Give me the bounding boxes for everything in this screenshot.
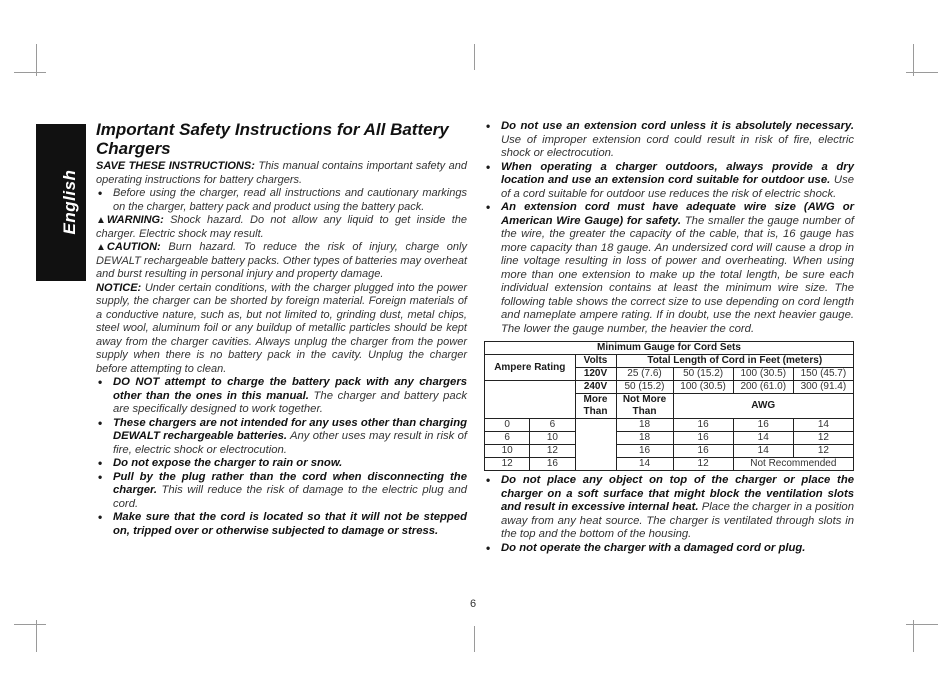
list-item: • Do not use an extension cord unless it is absolutely necessary. Use of improper extension cord could result in risk of fire, electric shock or electrocution. — [484, 120, 854, 161]
table-cell: 14 — [616, 458, 673, 471]
table-cell: 16 — [733, 419, 793, 432]
table-cell: 18 — [616, 432, 673, 445]
list-item: • DO NOT attempt to charge the battery pack with any chargers other than the ones in this manual. The charger and battery pack are specifically designed to work together. — [96, 376, 467, 417]
table-cell: 14 — [733, 445, 793, 458]
caution-paragraph: ▲CAUTION: Burn hazard. To reduce the risk of injury, charge only DEWALT rechargeable battery packs. Other types of batteries may overheat and burst resulting in personal injury and property damage. — [96, 241, 467, 280]
volts-120: 120V — [575, 368, 616, 381]
crop-mark — [14, 624, 46, 625]
blank-cell — [575, 419, 616, 471]
length-cell: 300 (91.4) — [793, 381, 853, 394]
table-cell: 6 — [530, 419, 575, 432]
ampere-rating-header: Ampere Rating — [485, 355, 576, 381]
length-cell: 100 (30.5) — [733, 368, 793, 381]
list-item: • Before using the charger, read all instructions and cautionary markings on the charger, battery pack and product using the battery pack. — [96, 187, 467, 214]
table-cell: 10 — [485, 445, 530, 458]
list-item: • Make sure that the cord is located so that it will not be stepped on, tripped over or otherwise subjected to damage or stress. — [96, 511, 467, 538]
table-cell: 18 — [616, 419, 673, 432]
list-item: • When operating a charger outdoors, always provide a dry location and use an extension cord suitable for outdoor use. Use of a cord suitable for outdoor use reduces the risk of electric shock. — [484, 161, 854, 202]
table-cell: 16 — [530, 458, 575, 471]
awg-header: AWG — [673, 394, 854, 419]
warning-triangle-icon: ▲ — [96, 215, 106, 226]
list-item: • An extension cord must have adequate wire size (AWG or American Wire Gauge) for safety. The smaller the gauge number of the wire, the greater the capacity of the cable, that is, 16 gauge has more capacity than 18 gauge. An undersized cord will cause a drop in line voltage resulting in loss of power and overheating. When using more than one extension to make up the total length, be sure each individual extension contains at least the minimum wire size. The following table shows the correct size to use depending on cord length and nameplate ampere rating. If in doubt, use the next heavier gauge. The lower the gauge number, the heavier the cord. — [484, 201, 854, 336]
length-cell: 200 (61.0) — [733, 381, 793, 394]
volts-header: Volts — [575, 355, 616, 368]
warning-triangle-icon: ▲ — [96, 242, 106, 253]
crop-mark — [906, 624, 938, 625]
extension-cord-list — [484, 120, 854, 336]
list-item: • Do not operate the charger with a damaged cord or plug. — [484, 542, 854, 556]
table-cell: 12 — [793, 445, 853, 458]
table-cell: 12 — [485, 458, 530, 471]
table-cell: 14 — [733, 432, 793, 445]
table-cell: 10 — [530, 432, 575, 445]
save-instructions: SAVE THESE INSTRUCTIONS: This manual contains important safety and operating instructions for battery chargers. — [96, 160, 467, 186]
list-item: • Do not expose the charger to rain or snow. — [96, 457, 467, 471]
table-cell: 16 — [673, 432, 733, 445]
list-item: • These chargers are not intended for any uses other than charging DEWALT rechargeable batteries. Any other uses may result in risk of fire, electric shock or electrocution. — [96, 417, 467, 458]
notice-paragraph: NOTICE: Under certain conditions, with the charger plugged into the power supply, the charger can be shorted by foreign material. Foreign materials of a conductive nature, such as, but not limited to, grinding dust, metal chips, steel wool, aluminum foil or any buildup of metallic particles should be kept away from the charger cavities. Always unplug the charger from the power supply when there is no battery pack in the cavity. Unplug the charger before attempting to clean. — [96, 281, 467, 375]
language-tab-label: English — [60, 169, 79, 235]
table-cell: 12 — [673, 458, 733, 471]
charger-list — [484, 474, 854, 555]
total-length-header: Total Length of Cord in Feet (meters) — [616, 355, 854, 368]
section-title: Important Safety Instructions for All Battery Chargers — [96, 120, 449, 158]
crop-mark — [474, 44, 475, 70]
length-cell: 100 (30.5) — [673, 381, 733, 394]
length-cell: 25 (7.6) — [616, 368, 673, 381]
right-column — [484, 120, 854, 555]
table-cell: 12 — [793, 432, 853, 445]
list-item: • Do not place any object on top of the charger or place the charger on a soft surface that might block the ventilation slots and result in excessive internal heat. Place the charger in a position away from any heat source. The charger is ventilated through slots in the top and the bottom of the housing. — [484, 474, 854, 542]
table-title: Minimum Gauge for Cord Sets — [485, 342, 854, 355]
table-cell: 6 — [485, 432, 530, 445]
table-cell: 14 — [793, 419, 853, 432]
warning-paragraph: ▲WARNING: Shock hazard. Do not allow any liquid to get inside the charger. Electric shock may result. — [96, 214, 467, 240]
length-cell: 50 (15.2) — [673, 368, 733, 381]
left-column — [96, 120, 467, 538]
not-more-than-header: Not More Than — [616, 394, 673, 419]
safety-list — [96, 376, 467, 538]
length-cell: 50 (15.2) — [616, 381, 673, 394]
crop-mark — [474, 626, 475, 652]
before-list — [96, 187, 467, 214]
length-cell: 150 (45.7) — [793, 368, 853, 381]
table-cell: 16 — [673, 445, 733, 458]
ampere-spacer — [485, 381, 576, 419]
table-cell: 12 — [530, 445, 575, 458]
list-item: • Pull by the plug rather than the cord when disconnecting the charger. This will reduce the risk of damage to the electric plug and cord. — [96, 471, 467, 512]
table-cell: 0 — [485, 419, 530, 432]
table-cell: 16 — [673, 419, 733, 432]
crop-mark — [906, 72, 938, 73]
more-than-header: More Than — [575, 394, 616, 419]
cord-gauge-table — [484, 341, 854, 471]
table-cell: 16 — [616, 445, 673, 458]
crop-mark — [14, 72, 46, 73]
volts-240: 240V — [575, 381, 616, 394]
table-cell: Not Recommended — [733, 458, 853, 471]
page-number: 6 — [470, 598, 477, 610]
